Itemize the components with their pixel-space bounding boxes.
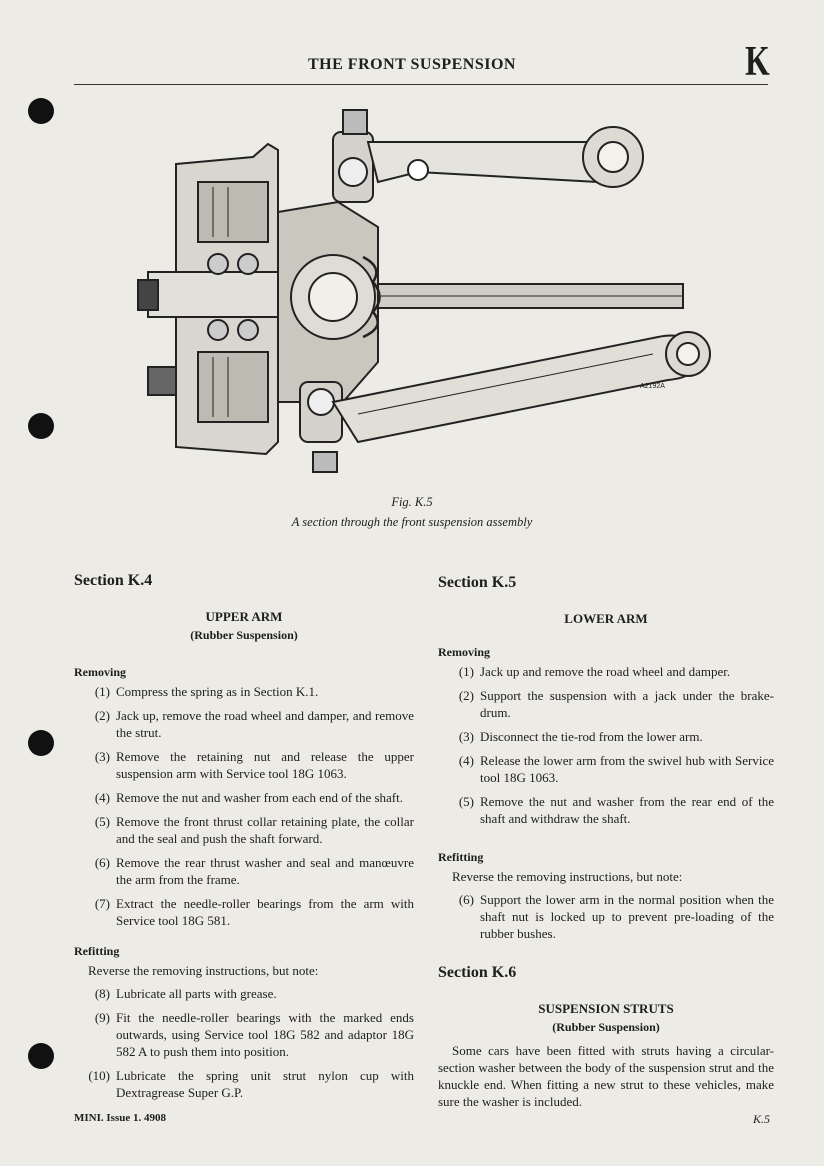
- removing-heading: Removing: [438, 645, 490, 659]
- list-item: [74, 985, 414, 1002]
- list-item: [74, 789, 414, 806]
- list-item: [74, 895, 414, 929]
- section-subtitle: (Rubber Suspension): [552, 1020, 660, 1034]
- section-k4: [74, 572, 414, 1108]
- step-number: (5): [458, 794, 474, 809]
- figure-caption: A section through the front suspension assembly: [291, 515, 533, 529]
- step-text: Compress the spring as in Section K.1.: [116, 684, 319, 699]
- step-number: (8): [94, 986, 110, 1001]
- step-number: (1): [94, 684, 110, 699]
- removing-heading: Removing: [74, 665, 126, 679]
- suspension-section-drawing: [128, 102, 718, 487]
- step-text: Remove the retaining nut and release the upper suspension arm with Service tool 18G 1063.: [116, 749, 414, 781]
- step-text: Release the lower arm from the swivel hub with Service tool 18G 1063.: [480, 753, 774, 785]
- list-item: [74, 813, 414, 847]
- section-heading: Section K.6: [438, 964, 517, 981]
- refitting-steps: [438, 891, 774, 942]
- list-item: [74, 1009, 414, 1060]
- figure-code: A2192A: [640, 383, 665, 390]
- refitting-heading: Refitting: [74, 944, 120, 958]
- binder-hole: [28, 98, 54, 124]
- step-text: Remove the nut and washer from each end of the shaft.: [116, 790, 403, 805]
- step-number: (7): [94, 896, 110, 911]
- list-item: [74, 707, 414, 741]
- list-item: [74, 748, 414, 782]
- refitting-intro: Reverse the removing instructions, but note:: [88, 963, 319, 978]
- step-text: Fit the needle-roller bearings with the marked ends outwards, using Service tool 18G 582 and adaptor 18G 582 A to push them into position.: [116, 1010, 414, 1059]
- step-number: (6): [458, 892, 474, 907]
- section-title: SUSPENSION STRUTS: [538, 1001, 674, 1016]
- section-heading: Section K.4: [74, 572, 153, 589]
- step-number: (2): [94, 708, 110, 723]
- header-rule: [74, 84, 768, 85]
- step-text: Disconnect the tie-rod from the lower arm.: [480, 729, 703, 744]
- step-number: (1): [458, 664, 474, 679]
- footer-issue: MINI. Issue 1. 4908: [74, 1112, 166, 1124]
- step-number: (5): [94, 814, 110, 829]
- chapter-letter: K: [745, 39, 770, 85]
- page-title: THE FRONT SUSPENSION: [308, 56, 516, 73]
- binder-hole: [28, 1043, 54, 1069]
- list-item: [74, 683, 414, 700]
- refitting-steps: [74, 985, 414, 1101]
- step-number: (10): [88, 1068, 110, 1083]
- step-number: (2): [458, 688, 474, 703]
- step-text: Lubricate the spring unit strut nylon cup with Dextragrease Super G.P.: [116, 1068, 414, 1100]
- step-number: (3): [94, 749, 110, 764]
- section-title: UPPER ARM: [205, 609, 283, 624]
- step-text: Remove the rear thrust washer and seal and manœuvre the arm from the frame.: [116, 855, 414, 887]
- step-number: (3): [458, 729, 474, 744]
- step-text: Remove the front thrust collar retaining plate, the collar and the seal and push the shaft forward.: [116, 814, 414, 846]
- removing-steps: [74, 683, 414, 929]
- list-item: [74, 1067, 414, 1101]
- list-item: [438, 687, 774, 721]
- step-text: Support the suspension with a jack under the brake-drum.: [480, 688, 774, 720]
- section-subtitle: (Rubber Suspension): [190, 628, 298, 642]
- step-text: Jack up, remove the road wheel and damper, and remove the strut.: [116, 708, 414, 740]
- refitting-intro: Reverse the removing instructions, but note:: [452, 869, 683, 884]
- section-k5: [438, 574, 774, 949]
- step-text: Remove the nut and washer from the rear end of the shaft and withdraw the shaft.: [480, 794, 774, 826]
- figure-label: Fig. K.5: [391, 495, 433, 509]
- list-item: [438, 728, 774, 745]
- step-number: (9): [94, 1010, 110, 1025]
- list-item: [438, 752, 774, 786]
- footer-page-number: K.5: [752, 1112, 770, 1126]
- step-text: Support the lower arm in the normal position when the shaft nut is locked up to prevent pre-loading of the rubber bushes.: [480, 892, 774, 941]
- step-number: (4): [94, 790, 110, 805]
- section-title: LOWER ARM: [564, 611, 648, 626]
- step-number: (4): [458, 753, 474, 768]
- list-item: [74, 854, 414, 888]
- list-item: [438, 891, 774, 942]
- step-text: Jack up and remove the road wheel and damper.: [480, 664, 731, 679]
- binder-hole: [28, 730, 54, 756]
- list-item: [438, 663, 774, 680]
- section-body: Some cars have been fitted with struts having a circular-section washer between the body of the suspension strut and the knuckle end. When fitting a new strut to these vehicles, make sure the washer is included.: [438, 1043, 774, 1109]
- step-number: (6): [94, 855, 110, 870]
- list-item: [438, 793, 774, 827]
- step-text: Lubricate all parts with grease.: [116, 986, 277, 1001]
- binder-hole: [28, 413, 54, 439]
- section-heading: Section K.5: [438, 574, 517, 591]
- step-text: Extract the needle-roller bearings from the arm with Service tool 18G 581.: [116, 896, 414, 928]
- refitting-heading: Refitting: [438, 850, 484, 864]
- section-k6: [438, 964, 774, 1110]
- removing-steps: [438, 663, 774, 827]
